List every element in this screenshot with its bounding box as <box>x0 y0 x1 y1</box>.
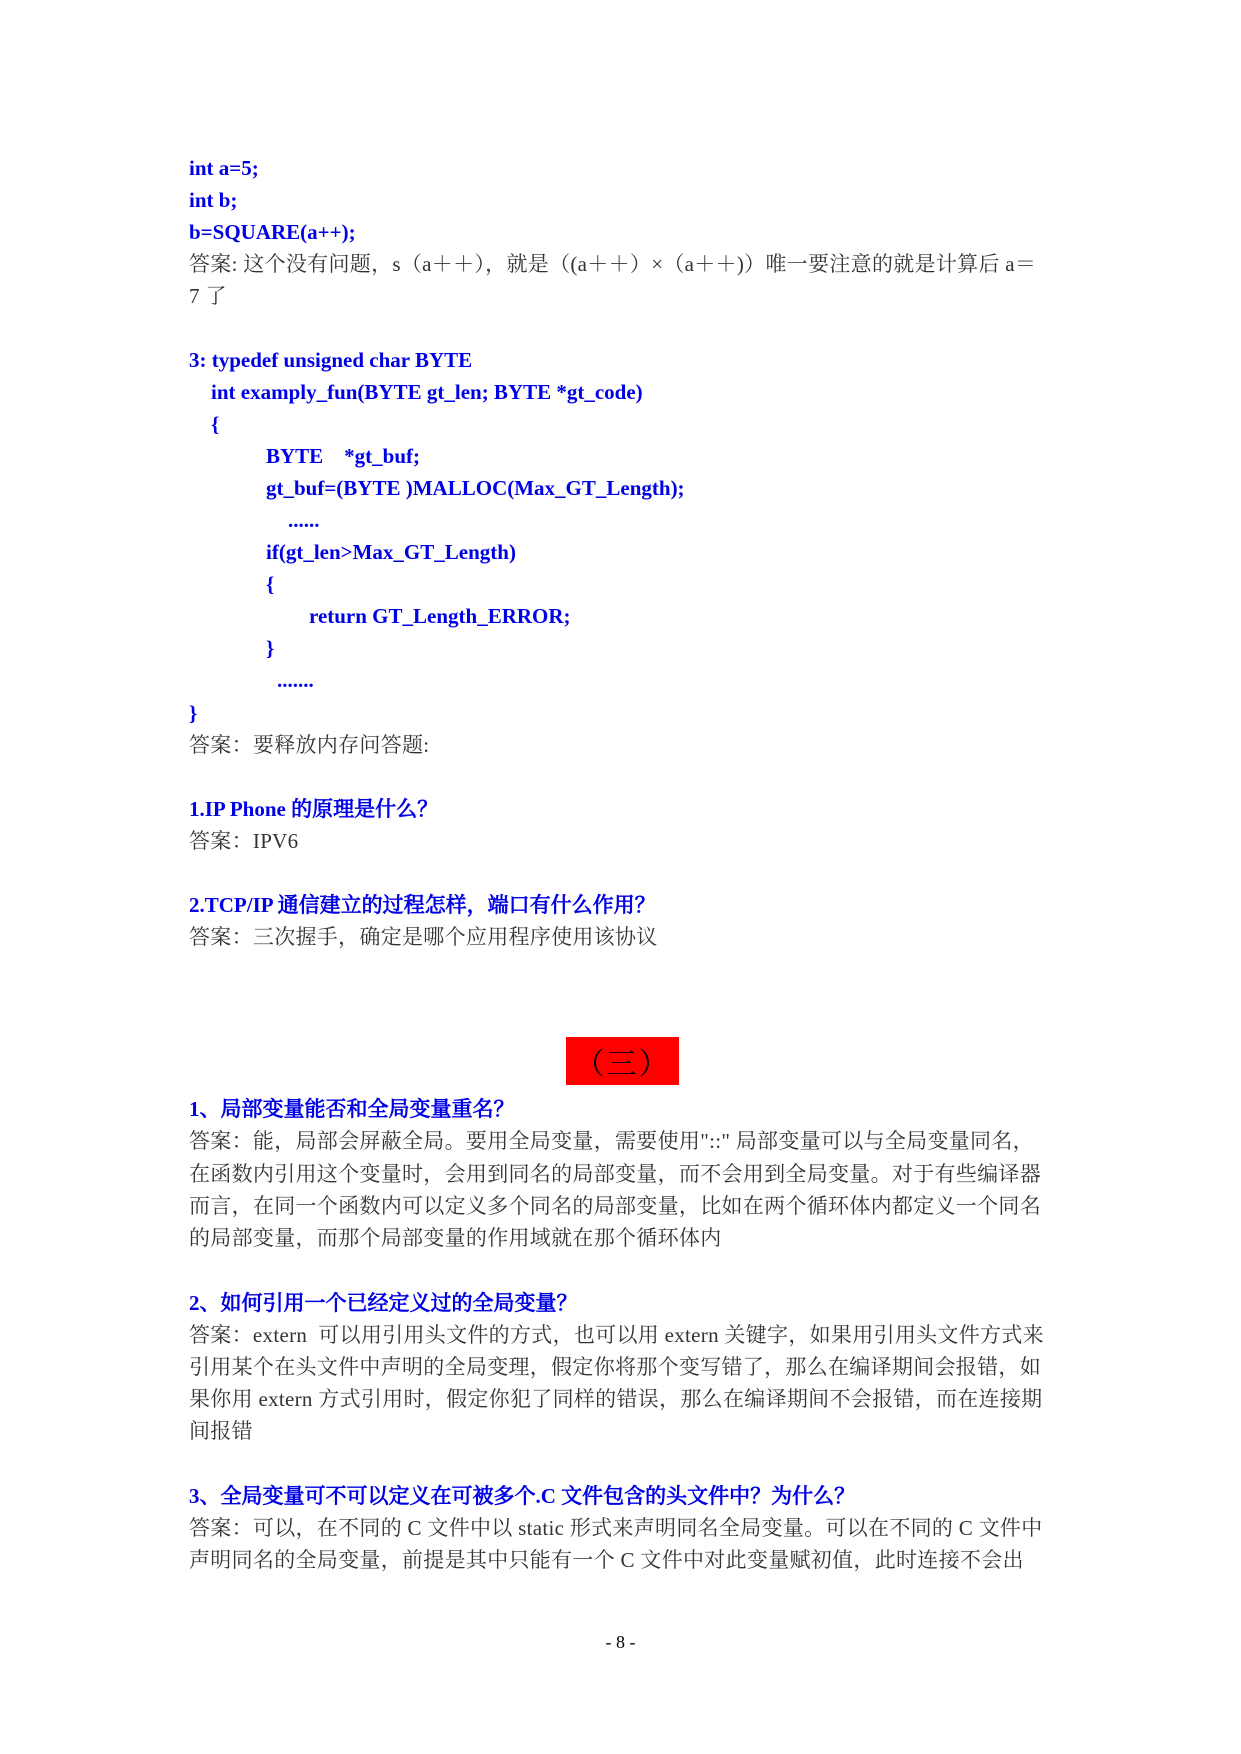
code-line: return GT_Length_ERROR; <box>309 604 571 628</box>
answer-text: 答案：可以，在不同的 C 文件中以 static 形式来声明同名全局变量。可以在不同的 C 文件中 <box>189 1516 1043 1540</box>
answer-text: 在函数内引用这个变量时，会用到同名的局部变量，而不会用到全局变量。对于有些编译器 <box>189 1162 1041 1186</box>
code-line: gt_buf=(BYTE )MALLOC(Max_GT_Length); <box>266 476 685 500</box>
code-line: 3: typedef unsigned char BYTE <box>189 348 473 372</box>
code-line: int b; <box>189 188 238 212</box>
answer-text: 答案: 这个没有问题，s（a＋＋），就是（(a＋＋）×（a＋＋)）唯一要注意的就是计算后 a＝ <box>189 252 1037 276</box>
code-line: BYTE *gt_buf; <box>266 444 421 468</box>
answer-text: 7 了 <box>189 284 227 308</box>
answer-text: 声明同名的全局变量，前提是其中只能有一个 C 文件中对此变量赋初值，此时连接不会出 <box>189 1548 1024 1572</box>
page-number: - 8 - <box>605 1632 636 1652</box>
answer-text: 引用某个在头文件中声明的全局变理，假定你将那个变写错了，那么在编译期间会报错，如 <box>189 1355 1041 1379</box>
question-heading: 3、全局变量可不可以定义在可被多个.C 文件包含的头文件中？为什么？ <box>189 1484 856 1508</box>
answer-text: 的局部变量，而那个局部变量的作用域就在那个循环体内 <box>189 1226 722 1250</box>
question-heading: 2、如何引用一个已经定义过的全局变量？ <box>189 1291 578 1315</box>
code-line: { <box>211 412 220 436</box>
answer-text: 答案：IPV6 <box>189 829 299 853</box>
code-line: b=SQUARE(a++); <box>189 220 356 244</box>
answer-text: 答案：能，局部会屏蔽全局。要用全局变量，需要使用"::" 局部变量可以与全局变量同名， <box>189 1129 1034 1153</box>
code-line: } <box>266 636 275 660</box>
code-line: ....... <box>277 668 314 692</box>
code-line: if(gt_len>Max_GT_Length) <box>266 540 516 564</box>
answer-text: 间报错 <box>189 1419 253 1443</box>
code-line: int examply_fun(BYTE gt_len; BYTE *gt_code) <box>211 380 643 404</box>
code-line: int a=5; <box>189 156 259 180</box>
answer-text: 而言，在同一个函数内可以定义多个同名的局部变量，比如在两个循环体内都定义一个同名 <box>189 1194 1041 1218</box>
question-heading: 2.TCP/IP 通信建立的过程怎样，端口有什么作用？ <box>189 893 656 917</box>
question-heading: 1.IP Phone 的原理是什么？ <box>189 797 439 821</box>
answer-text: 果你用 extern 方式引用时，假定你犯了同样的错误，那么在编译期间不会报错，而在连接期 <box>189 1387 1043 1411</box>
answer-text: 答案：要释放内存问答题: <box>189 733 430 757</box>
section-title: （三） <box>566 1037 679 1085</box>
answer-text: 答案：三次握手，确定是哪个应用程序使用该协议 <box>189 925 658 949</box>
code-line: } <box>189 701 198 725</box>
code-line: ...... <box>288 508 320 532</box>
code-line: { <box>266 572 275 596</box>
question-heading: 1、局部变量能否和全局变量重名？ <box>189 1097 515 1121</box>
answer-text: 答案：extern 可以用引用头文件的方式，也可以用 extern 关键字，如果用引用头文件方式来 <box>189 1323 1044 1347</box>
